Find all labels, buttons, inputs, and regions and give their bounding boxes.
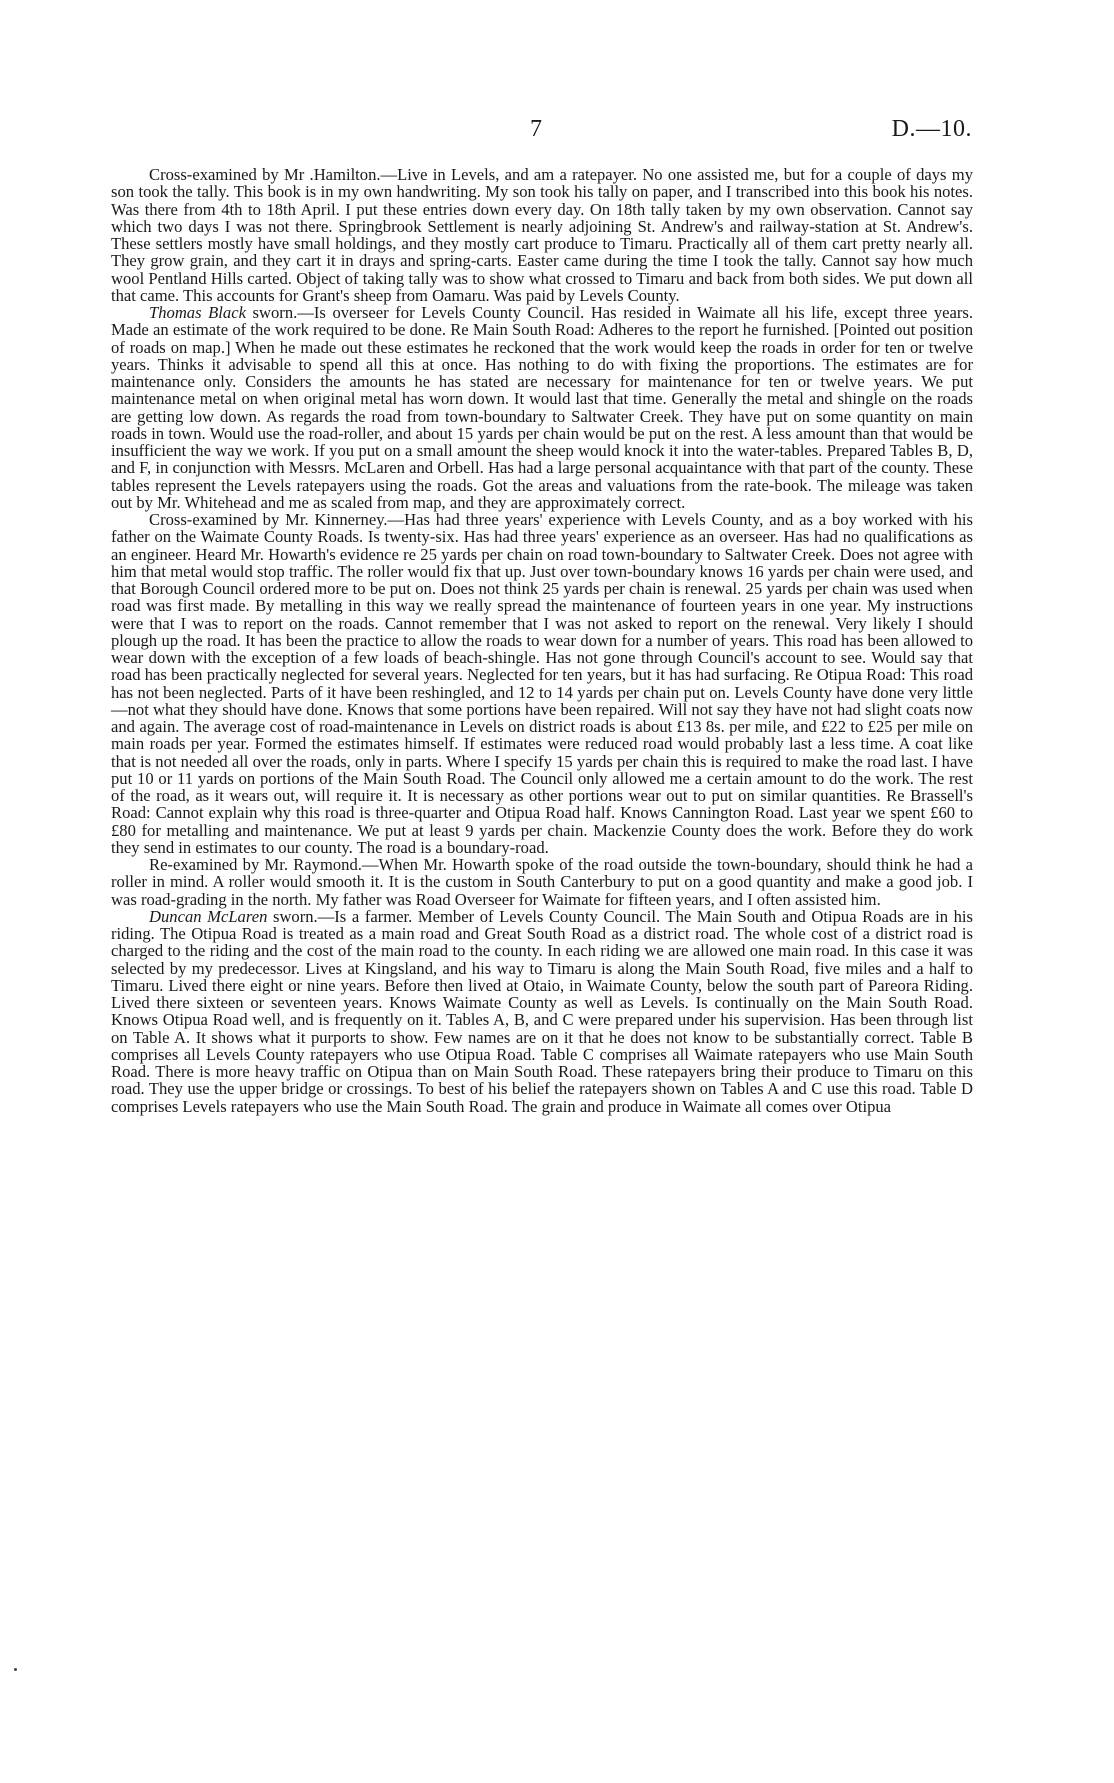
paragraph-re-examined-raymond bbox=[111, 856, 973, 908]
paragraph-duncan-mclaren-sworn bbox=[111, 908, 973, 1115]
paragraph-thomas-black-sworn bbox=[111, 304, 973, 511]
paragraph-lead: Thomas Black bbox=[149, 303, 246, 322]
paragraph-text: Cross-examined by Mr .Hamilton.—Live in Levels, and am a ratepayer. No one assisted me, but for a couple of days my son took the tally. This book is in my own handwriting. My son took his tally on paper, and I transcribed into this book his notes. Was there from 4th to 18th April. I put these entries down every day. On 18th tally taken by my own observation. Cannot say which two days I was not there. Springbrook Settlement is nearly adjoining St. Andrew's and railway-station at St. Andrew's. These settlers mostly have small holdings, and they mostly cart produce to Timaru. Practically all of them cart pretty nearly all. They grow grain, and they cart it in drays and spring-carts. Easter came during the time I took the tally. Cannot say how much wool Pentland Hills carted. Object of taking tally was to show what crossed to Timaru and back from both sides. We put down all that came. This accounts for Grant's sheep from Oamaru. Was paid by Levels County. bbox=[111, 165, 973, 305]
document-reference: D.—10. bbox=[891, 116, 972, 142]
paragraph-text: sworn.—Is a farmer. Member of Levels County Council. The Main South and Otipua Roads are in his riding. The Otipua Road is treated as a main road and Great South Road as a district road. The whole cost of a district road is charged to the riding and the cost of the main road to the county. In each riding we are allowed one main road. In this case it was selected by my predecessor. Lives at Kingsland, and his way to Timaru is along the Main South Road, five miles and a half to Timaru. Lived there eight or nine years. Before then lived at Otaio, in Waimate County, below the south part of Pareora Riding. Lived there sixteen or seventeen years. Knows Waimate County as well as Levels. Is continually on the Main South Road. Knows Otipua Road well, and is frequently on it. Tables A, B, and C were prepared under his supervision. Has been through list on Table A. It shows what it purports to show. Few names are on it that he does not know to be substantially correct. Table B comprises all Levels County ratepayers who use Otipua Road. Table C comprises all Waimate ratepayers who use Main South Road. There is more heavy traffic on Otipua than on Main South Road. These ratepayers bring their produce to Timaru on this road. They use the upper bridge or crossings. To best of his belief the ratepayers shown on Tables A and C use this road. Table D comprises Levels ratepayers who use the Main South Road. The grain and produce in Waimate all comes over Otipua bbox=[111, 906, 974, 1116]
page-number: 7 bbox=[530, 116, 542, 142]
paragraph-cross-examined-kinnerney bbox=[111, 511, 973, 856]
paragraph-lead: Duncan McLaren bbox=[149, 906, 268, 926]
scan-speck bbox=[14, 1668, 17, 1671]
paragraph-text: Cross-examined by Mr. Kinnerney.—Has had three years' experience with Levels County, and as a boy worked with his father on the Waimate County Roads. Is twenty-six. Has had three years' experience as an overseer. Has had no qualifications as an engineer. Heard Mr. Howarth's evidence re 25 yards per chain on road town-boundary to Saltwater Creek. Does not agree with him that metal would stop traffic. The roller would fix that up. Just over town-boundary knows 16 yards per chain were used, and that Borough Council ordered more to be put on. Does not think 25 yards per chain is renewal. 25 yards per chain was used when road was first made. By metalling in this way we really spread the maintenance of fourteen years in one year. My instructions were that I was to report on the roads. Cannot remember that I was not asked to report on the renewal. Very likely I should plough up the road. It has been the practice to allow the roads to wear down for a number of years. This road has been allowed to wear down with the exception of a few loads of beach-shingle. Has not gone through Council's account to see. Would say that road has been practically neglected for several years. Neglected for ten years, but it has had surfacing. Re Otipua Road: This road has not been neglected. Parts of it have been reshingled, and 12 to 14 yards per chain put on. Levels County have done very little—not what they should have done. Knows that some portions have been repaired. Will not say they have not had slight coats now and again. The average cost of road-maintenance in Levels on district roads is about £13 8s. per mile, and £22 to £25 per mile on main roads per year. Formed the estimates himself. If estimates were reduced road would probably last a less time. A coat like that is not needed all over the roads, only in parts. Where I specify 15 yards per chain this is required to make the road last. I have put 10 or 11 yards on portions of the Main South Road. The Council only allowed me a certain amount to do the work. The rest of the road, as it wears out, will require it. It is necessary as other portions wear out to put on similar quantities. Re Brassell's Road: Cannot explain why this road is three-quarter and Otipua Road half. Knows Cannington Road. Last year we spent £60 to £80 for metalling and maintenance. We put at least 9 yards per chain. Mackenzie County does the work. Before they do work they send in estimates to our county. The road is a boundary-road. bbox=[111, 510, 973, 857]
body-text bbox=[111, 166, 973, 1115]
paragraph-text: Re-examined by Mr. Raymond.—When Mr. Howarth spoke of the road outside the town-boundary, should think he had a roller in mind. A roller would smooth it. It is the custom in South Canterbury to put on a good quantity and make a good job. I was road-grading in the north. My father was Road Overseer for Waimate for fifteen years, and I often assisted him. bbox=[111, 855, 973, 909]
page-header bbox=[0, 116, 1114, 146]
paragraph-cross-examined-hamilton bbox=[111, 166, 973, 304]
paragraph-text: sworn.—Is overseer for Levels County Council. Has resided in Waimate all his life, except three years. Made an estimate of the work required to be done. Re Main South Road: Adheres to the report he furnished. [Pointed out position of roads on map.] When he made out these estimates he reckoned that the work would keep the roads in order for ten or twelve years. Thinks it advisable to spend all this at once. Has nothing to do with fixing the proportions. The estimates are for maintenance only. Considers the amounts he has stated are necessary for maintenance for ten or twelve years. We put maintenance metal on when original metal has worn down. It would last that time. Generally the metal and shingle on the roads are getting low down. As regards the road from town-boundary to Saltwater Creek. They have put on some quantity on main roads in town. Would use the road-roller, and about 15 yards per chain would be put on the rest. A less amount than that would be insufficient the way we work. If you put on a small amount the sheep would knock it into the water-tables. Prepared Tables B, D, and F, in conjunction with Messrs. McLaren and Orbell. Has had a large personal acquaintance with that part of the county. These tables represent the Levels ratepayers using the roads. Got the areas and valuations from the rate-book. The mileage was taken out by Mr. Whitehead and me as scaled from map, and they are approximately correct. bbox=[111, 303, 974, 512]
